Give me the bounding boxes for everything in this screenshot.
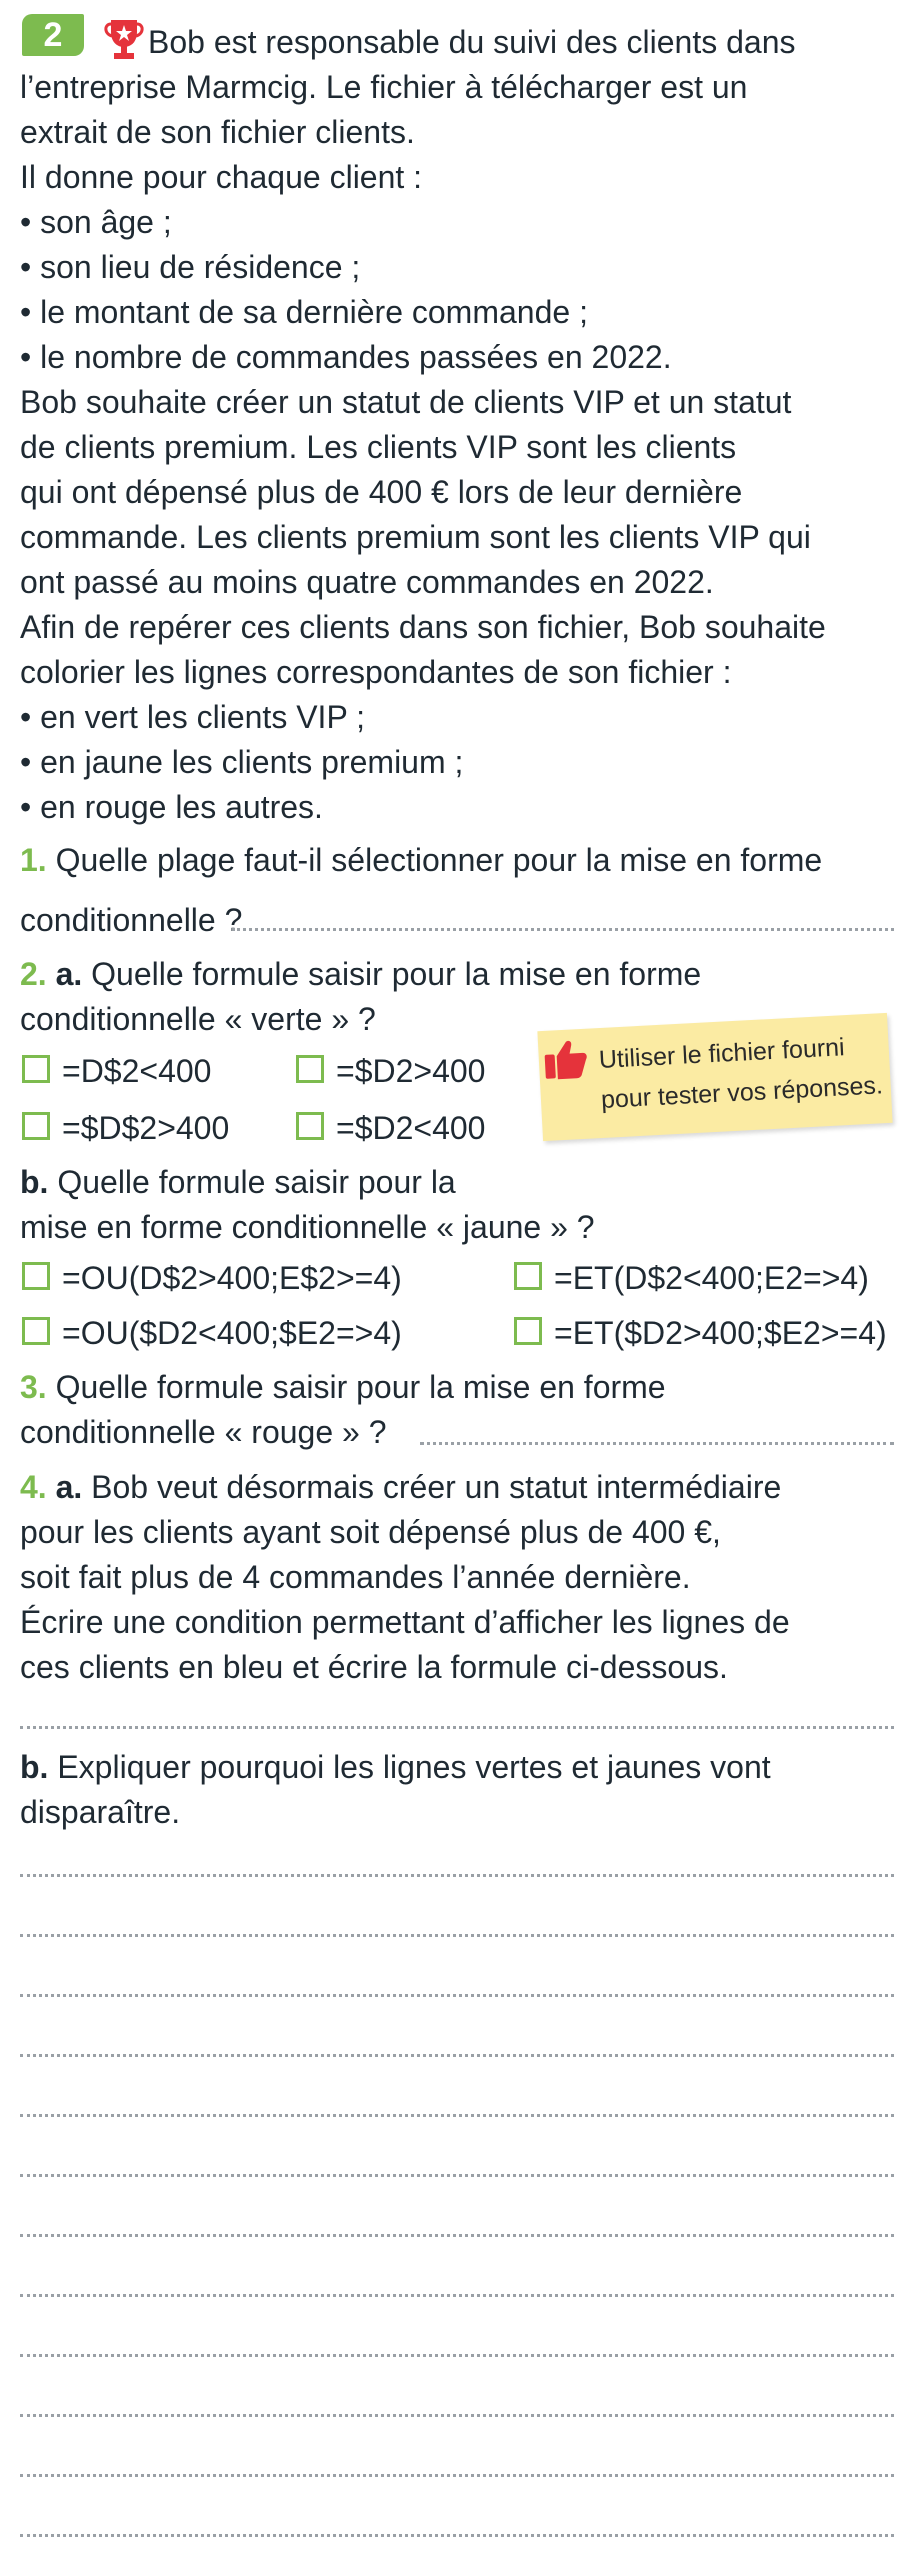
- answer-line[interactable]: [420, 1442, 894, 1445]
- exercise-number-badge: 2: [22, 14, 84, 56]
- question-1-line2: conditionnelle ?: [20, 902, 243, 938]
- intro-bullet: • son âge ;: [20, 204, 172, 240]
- answer-line[interactable]: [20, 2414, 894, 2417]
- question-4b-line1: b. Expliquer pourquoi les lignes vertes et jaunes vont: [20, 1749, 771, 1785]
- intro-bullet: • en jaune les clients premium ;: [20, 744, 464, 780]
- option-label: =ET($D2>400;$E2>=4): [554, 1315, 887, 1351]
- intro-line: ont passé au moins quatre commandes en 2022.: [20, 564, 714, 600]
- option-label: =D$2<400: [62, 1053, 212, 1089]
- question-3-line2: conditionnelle « rouge » ?: [20, 1414, 387, 1450]
- trophy-star-icon: [102, 16, 146, 62]
- intro-line: colorier les lignes correspondantes de son fichier :: [20, 654, 732, 690]
- intro-line: Afin de repérer ces clients dans son fichier, Bob souhaite: [20, 609, 826, 645]
- option-label: =$D2<400: [336, 1110, 486, 1146]
- answer-line[interactable]: [232, 928, 894, 931]
- question-4a-line: pour les clients ayant soit dépensé plus de 400 €,: [20, 1514, 721, 1550]
- answer-line[interactable]: [20, 2234, 894, 2237]
- answer-line[interactable]: [20, 2354, 894, 2357]
- intro-line: qui ont dépensé plus de 400 € lors de leur dernière: [20, 474, 743, 510]
- option-checkbox[interactable]: [514, 1317, 542, 1345]
- option-checkbox[interactable]: [22, 1055, 50, 1083]
- intro-bullet: • le montant de sa dernière commande ;: [20, 294, 588, 330]
- tip-note: [537, 1013, 892, 1141]
- question-2b-line1: b. Quelle formule saisir pour la: [20, 1164, 456, 1200]
- question-4b-line2: disparaître.: [20, 1794, 181, 1830]
- intro-line: commande. Les clients premium sont les clients VIP qui: [20, 519, 811, 555]
- answer-line[interactable]: [20, 2294, 894, 2297]
- option-label: =OU(D$2>400;E$2>=4): [62, 1260, 402, 1296]
- question-1-line1: 1. Quelle plage faut-il sélectionner pour la mise en forme: [20, 842, 823, 878]
- question-number: 1.: [20, 842, 47, 878]
- answer-line[interactable]: [20, 2054, 894, 2057]
- option-checkbox[interactable]: [22, 1112, 50, 1140]
- option-checkbox[interactable]: [296, 1055, 324, 1083]
- intro-line: de clients premium. Les clients VIP sont les clients: [20, 429, 737, 465]
- question-4a-line: Écrire une condition permettant d’afficher les lignes de: [20, 1604, 790, 1640]
- thumbs-up-icon: [542, 1037, 590, 1081]
- option-checkbox[interactable]: [296, 1112, 324, 1140]
- answer-line[interactable]: [20, 2474, 894, 2477]
- option-label: =$D2>400: [336, 1053, 486, 1089]
- tip-text: Utiliser le fichier fourni pour tester vos réponses.: [598, 1033, 884, 1114]
- answer-line[interactable]: [20, 1934, 894, 1937]
- intro-line: extrait de son fichier clients.: [20, 114, 415, 150]
- intro-line: l’entreprise Marmcig. Le fichier à télécharger est un: [20, 69, 748, 105]
- intro-line: Il donne pour chaque client :: [20, 159, 423, 195]
- answer-line[interactable]: [20, 2114, 894, 2117]
- answer-line[interactable]: [20, 2534, 894, 2537]
- option-label: =OU($D2<400;$E2=>4): [62, 1315, 402, 1351]
- option-checkbox[interactable]: [22, 1262, 50, 1290]
- option-checkbox[interactable]: [22, 1317, 50, 1345]
- answer-line[interactable]: [20, 1726, 894, 1729]
- intro-bullet: • en vert les clients VIP ;: [20, 699, 365, 735]
- intro-bullet: • le nombre de commandes passées en 2022.: [20, 339, 672, 375]
- question-2a-line2: conditionnelle « verte » ?: [20, 1001, 376, 1037]
- question-4a-line: ces clients en bleu et écrire la formule ci-dessous.: [20, 1649, 728, 1685]
- intro-line: Bob souhaite créer un statut de clients VIP et un statut: [20, 384, 792, 420]
- intro-bullet: • son lieu de résidence ;: [20, 249, 361, 285]
- question-4a-line: soit fait plus de 4 commandes l’année dernière.: [20, 1559, 691, 1595]
- option-label: =ET(D$2<400;E2=>4): [554, 1260, 869, 1296]
- question-3-line1: 3. Quelle formule saisir pour la mise en forme: [20, 1369, 666, 1405]
- option-checkbox[interactable]: [514, 1262, 542, 1290]
- question-4a-line1: 4. a. Bob veut désormais créer un statut intermédiaire: [20, 1469, 782, 1505]
- answer-line[interactable]: [20, 1874, 894, 1877]
- answer-line[interactable]: [20, 1994, 894, 1997]
- question-2a-line1: 2. a. Quelle formule saisir pour la mise en forme: [20, 956, 702, 992]
- intro-line: Bob est responsable du suivi des clients dans: [148, 24, 796, 60]
- answer-line[interactable]: [20, 2174, 894, 2177]
- question-2b-line2: mise en forme conditionnelle « jaune » ?: [20, 1209, 595, 1245]
- intro-bullet: • en rouge les autres.: [20, 789, 323, 825]
- option-label: =$D$2>400: [62, 1110, 230, 1146]
